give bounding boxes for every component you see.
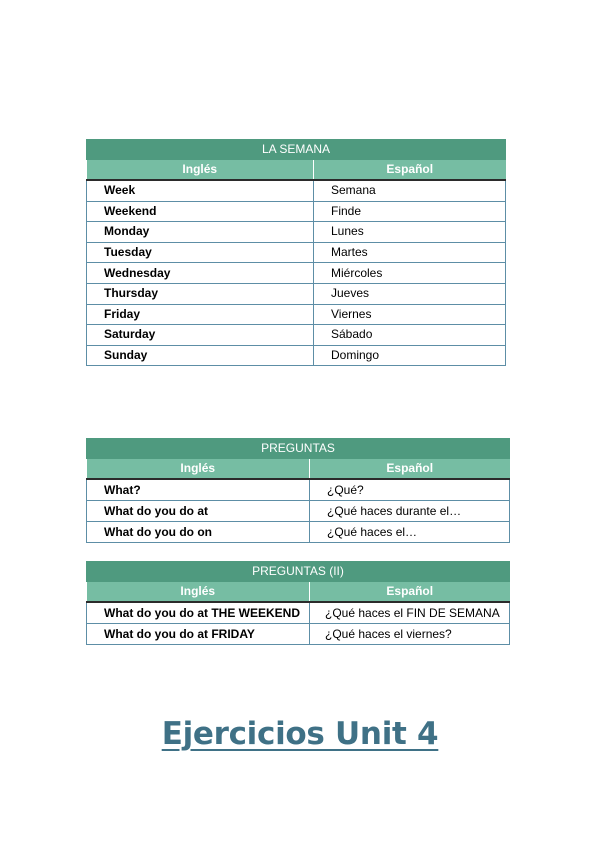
exercises-heading: Ejercicios Unit 4: [161, 716, 439, 752]
week-vocabulary-table: [86, 139, 506, 366]
column-header-english: Inglés: [87, 459, 310, 480]
column-header-spanish: Español: [310, 459, 510, 480]
english-cell: Weekend: [87, 201, 314, 222]
english-cell: Week: [87, 180, 314, 201]
english-cell: What do you do at THE WEEKEND: [87, 602, 310, 624]
spanish-cell: Sábado: [314, 325, 506, 346]
table-row: [87, 345, 506, 366]
spanish-cell: Domingo: [314, 345, 506, 366]
column-header-spanish: Español: [314, 160, 506, 181]
table-row: [87, 222, 506, 243]
table-row: [87, 602, 510, 624]
spanish-cell: ¿Qué haces durante el…: [310, 501, 510, 522]
spanish-cell: ¿Qué haces el viernes?: [310, 624, 510, 645]
english-cell: Monday: [87, 222, 314, 243]
spanish-cell: Jueves: [314, 283, 506, 304]
spanish-cell: Martes: [314, 242, 506, 263]
table-row: [87, 242, 506, 263]
spanish-cell: ¿Qué?: [310, 479, 510, 501]
questions-table: [86, 438, 510, 543]
spanish-cell: Miércoles: [314, 263, 506, 284]
table-title: LA SEMANA: [87, 140, 506, 160]
english-cell: Sunday: [87, 345, 314, 366]
table-row: [87, 501, 510, 522]
table-row: [87, 522, 510, 543]
spanish-cell: Viernes: [314, 304, 506, 325]
spanish-cell: ¿Qué haces el FIN DE SEMANA: [310, 602, 510, 624]
table-row: [87, 325, 506, 346]
english-cell: What do you do at FRIDAY: [87, 624, 310, 645]
english-cell: Tuesday: [87, 242, 314, 263]
column-header-spanish: Español: [310, 582, 510, 603]
table-title: PREGUNTAS (II): [87, 562, 510, 582]
english-cell: Thursday: [87, 283, 314, 304]
table-row: [87, 201, 506, 222]
spanish-cell: Semana: [314, 180, 506, 201]
table-row: [87, 304, 506, 325]
english-cell: What?: [87, 479, 310, 501]
english-cell: Friday: [87, 304, 314, 325]
table-title: PREGUNTAS: [87, 439, 510, 459]
table-row: [87, 479, 510, 501]
spanish-cell: Finde: [314, 201, 506, 222]
english-cell: What do you do at: [87, 501, 310, 522]
english-cell: Wednesday: [87, 263, 314, 284]
questions-ii-table: [86, 561, 510, 645]
table-row: [87, 624, 510, 645]
spanish-cell: ¿Qué haces el…: [310, 522, 510, 543]
spanish-cell: Lunes: [314, 222, 506, 243]
english-cell: What do you do on: [87, 522, 310, 543]
table-row: [87, 283, 506, 304]
english-cell: Saturday: [87, 325, 314, 346]
column-header-english: Inglés: [87, 160, 314, 181]
table-row: [87, 263, 506, 284]
column-header-english: Inglés: [87, 582, 310, 603]
table-row: [87, 180, 506, 201]
